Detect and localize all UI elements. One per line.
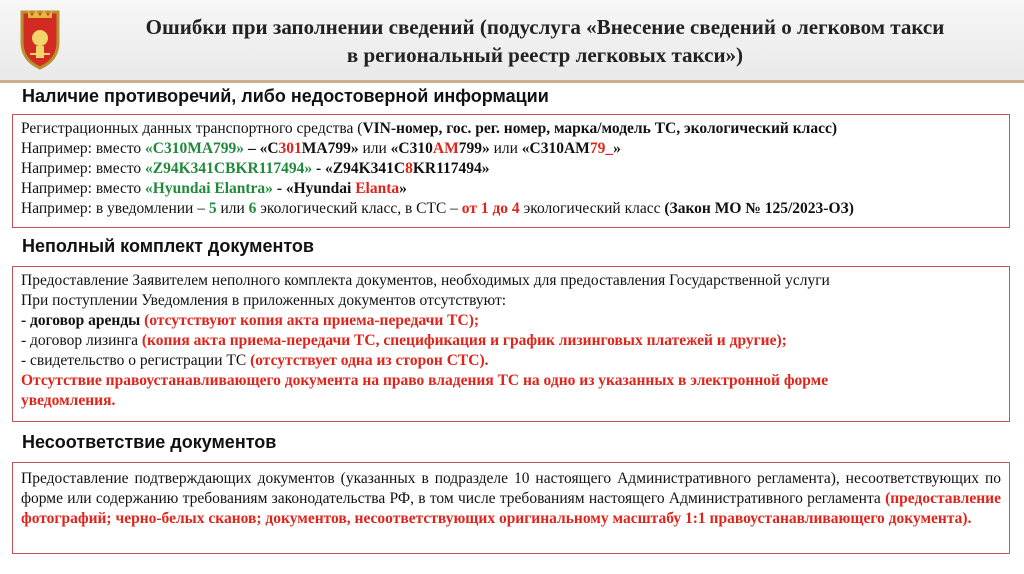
section-box-mismatch (12, 462, 1010, 554)
section-box-incomplete (12, 266, 1010, 422)
slide-header (0, 0, 1024, 83)
section-heading-contradictions: Наличие противоречий, либо недостоверной информации (22, 86, 549, 106)
text-line: При поступлении Уведомления в приложенных документов отсутствуют: (21, 292, 507, 309)
page-title (80, 13, 1010, 69)
title-line-2: в региональный реестр легковых такси») (346, 43, 744, 67)
coat-of-arms-icon (18, 8, 62, 70)
text-line: Например: вместо «Z94K341CBKR117494» - «Z94K341C8KR117494» (21, 160, 490, 177)
text-line: Отсутствие правоустанавливающего документа на право владения ТС на одно из указанных в электронной форме (21, 372, 829, 389)
text-line: Регистрационных данных транспортного средства (VIN-номер, гос. рег. номер, марка/модель ТС, экологический класс) (21, 120, 838, 137)
text-line: - договор аренды (отсутствуют копия акта приема-передачи ТС); (21, 312, 480, 329)
text-line: Предоставление Заявителем неполного комплекта документов, необходимых для предоставления Государственной услуги (21, 272, 830, 289)
text-line: уведомления. (21, 392, 116, 409)
paragraph: Предоставление подтверждающих документов (указанных в подразделе 10 настоящего Административного регламента), несоответствующих по форме или содержанию требованиям законодательства РФ, в том числе требованиям настоящего Административного регламента (предоставление фотографий; черно-белых сканов; документов, несоответствующих оригинальному масштабу 1:1 правоустанавливающего документа). (21, 470, 1001, 527)
text-line: - договор лизинга (копия акта приема-передачи ТС, спецификация и график лизинговых платежей и другие); (21, 332, 787, 349)
text-line: Например: вместо «С310МА799» – «С301МА799» или «С310АМ799» или «С310АМ79_» (21, 140, 621, 157)
text-line: Например: вместо «Hyundai Elantra» - «Hyundai Elanta» (21, 180, 407, 197)
text-line: Например: в уведомлении – 5 или 6 экологический класс, в СТС – от 1 до 4 экологический класс (Закон МО № 125/2023-ОЗ) (21, 200, 854, 217)
section-heading-incomplete: Неполный комплект документов (22, 236, 314, 256)
section-heading-mismatch: Несоответствие документов (22, 432, 277, 452)
section-box-contradictions (12, 114, 1010, 228)
text-line: - свидетельство о регистрации ТС (отсутствует одна из сторон СТС). (21, 352, 489, 369)
title-line-1: Ошибки при заполнении сведений (подуслуга «Внесение сведений о легковом такси (145, 15, 945, 39)
